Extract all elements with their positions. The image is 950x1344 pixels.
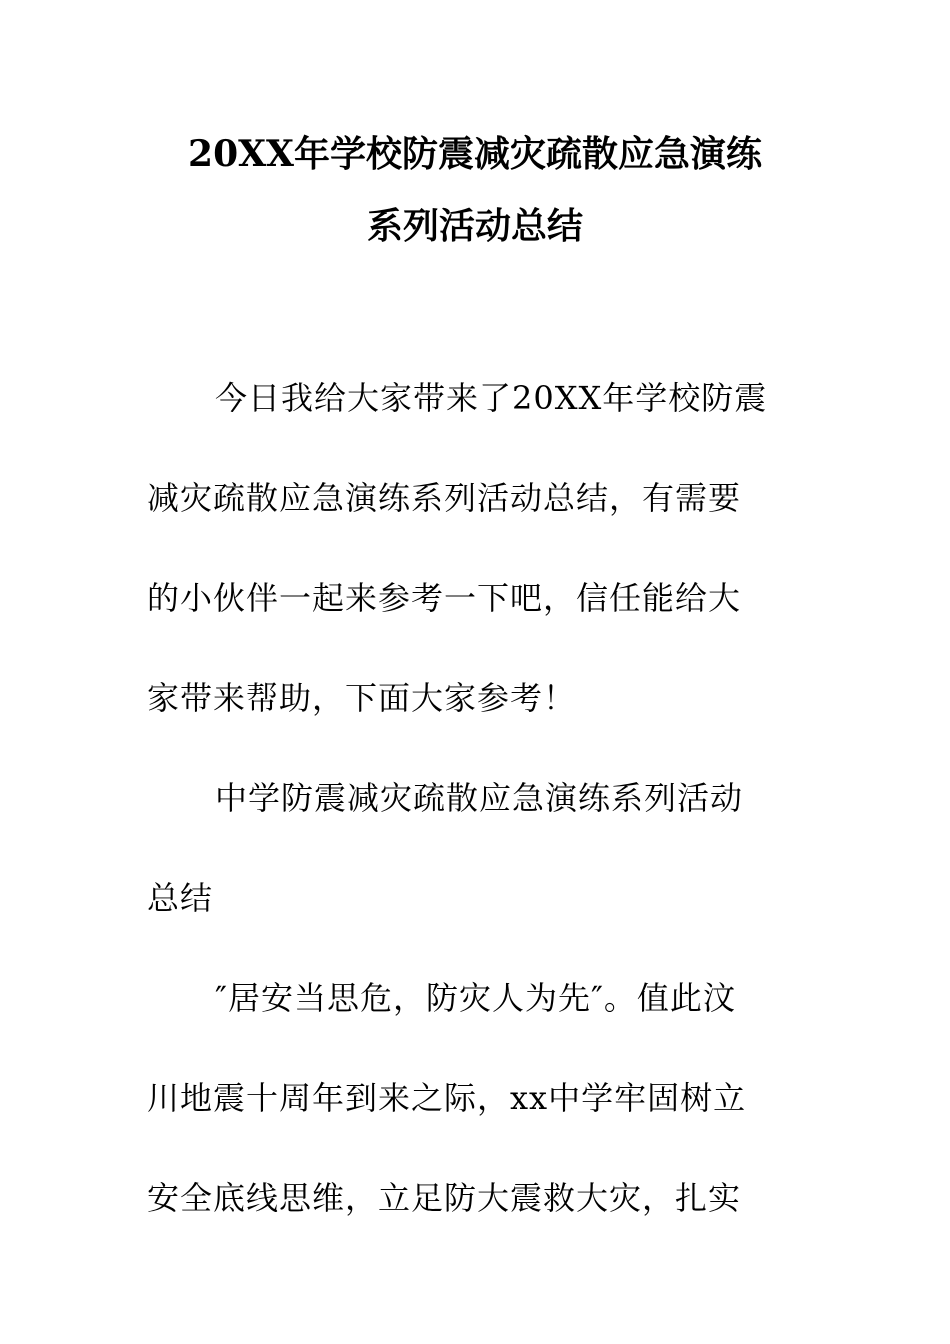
document-title-line-2: 系列活动总结 [366,205,583,247]
paragraph-1-line-3: 的小伙伴一起来参考一下吧，信任能给大 [147,579,742,617]
paragraph-1-line-2: 减灾疏散应急演练系列活动总结，有需要 [147,479,742,517]
paragraph-3-line-3: 安全底线思维，立足防大震救大灾，扎实 [147,1179,742,1217]
paragraph-3-line-2: 川地震十周年到来之际，xx中学牢固树立 [147,1079,747,1117]
paragraph-2-line-1: 中学防震减灾疏散应急演练系列活动 [215,779,744,817]
paragraph-3-line-1: ″居安当思危，防灾人为先″。值此汶 [215,979,736,1017]
document-title-line-1: 20XX年学校防震减灾疏散应急演练 [188,133,762,175]
paragraph-2-line-2: 总结 [147,879,214,917]
paragraph-1-line-1: 今日我给大家带来了20XX年学校防震 [215,379,768,417]
paragraph-1-line-4: 家带来帮助，下面大家参考！ [147,679,577,717]
